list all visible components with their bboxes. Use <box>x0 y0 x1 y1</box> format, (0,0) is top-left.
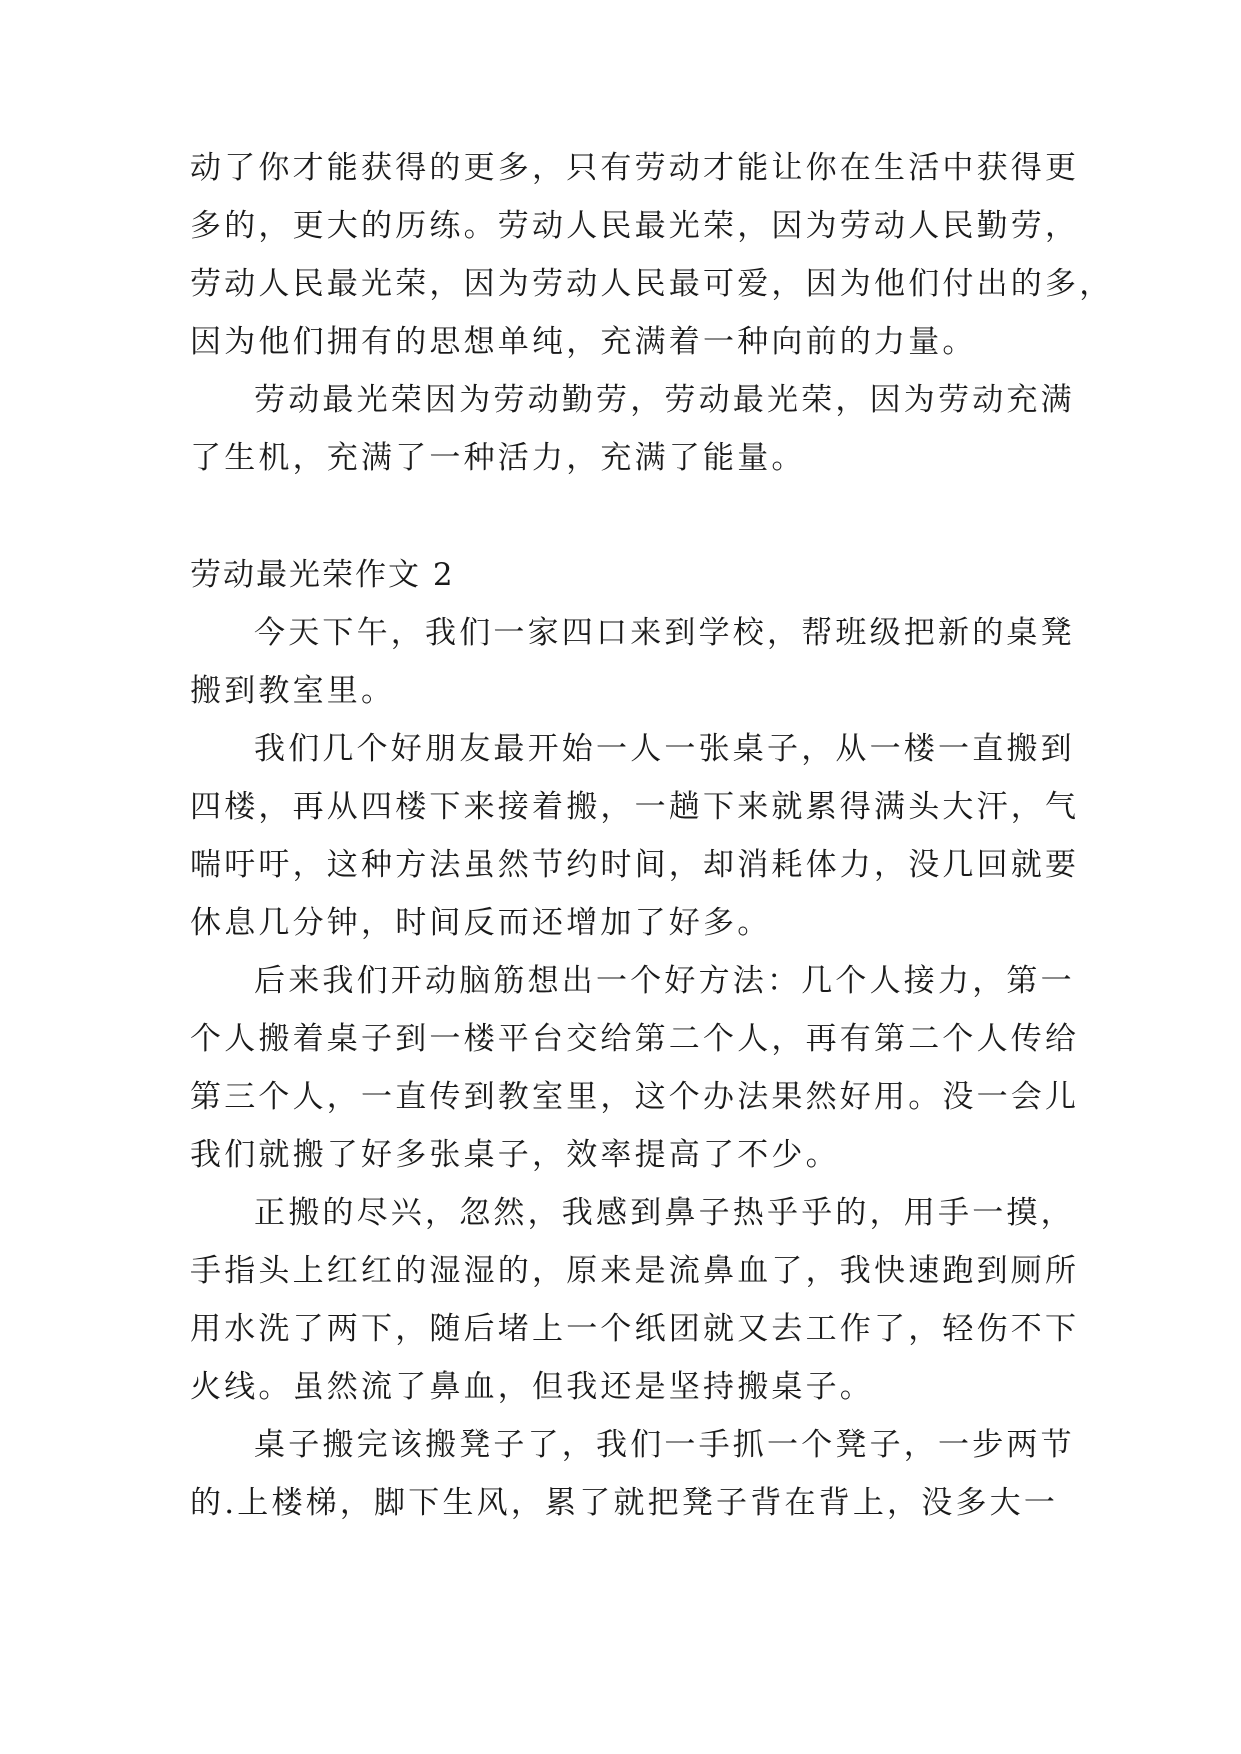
text-line: 火线。虽然流了鼻血，但我还是坚持搬桌子。 <box>190 1369 874 1405</box>
text-line: 我们几个好朋友最开始一人一张桌子，从一楼一直搬到 <box>254 731 1075 767</box>
text-line: 后来我们开动脑筋想出一个好方法：几个人接力，第一 <box>254 963 1075 999</box>
section-heading: 劳动最光荣作文 2 <box>190 557 455 593</box>
text-line: 手指头上红红的湿湿的，原来是流鼻血了，我快速跑到厕所 <box>190 1253 1080 1289</box>
text-line: 的.上楼梯，脚下生风，累了就把凳子背在背上，没多大一 <box>190 1485 1059 1521</box>
text-line: 动了你才能获得的更多，只有劳动才能让你在生活中获得更 <box>190 150 1080 186</box>
text-line: 四楼，再从四楼下来接着搬，一趟下来就累得满头大汗，气 <box>190 789 1080 825</box>
text-line: 喘吁吁，这种方法虽然节约时间，却消耗体力，没几回就要 <box>190 847 1080 883</box>
text-line: 了生机，充满了一种活力，充满了能量。 <box>190 440 806 476</box>
text-line: 今天下午，我们一家四口来到学校，帮班级把新的桌凳 <box>254 615 1075 651</box>
text-line: 劳动人民最光荣，因为劳动人民最可爱，因为他们付出的多， <box>190 266 1114 302</box>
text-line: 用水洗了两下，随后堵上一个纸团就又去工作了，轻伤不下 <box>190 1311 1080 1347</box>
text-line: 正搬的尽兴，忽然，我感到鼻子热乎乎的，用手一摸， <box>254 1195 1075 1231</box>
text-line: 个人搬着桌子到一楼平台交给第二个人，再有第二个人传给 <box>190 1021 1080 1057</box>
text-line: 桌子搬完该搬凳子了，我们一手抓一个凳子，一步两节 <box>254 1427 1075 1463</box>
text-line: 因为他们拥有的思想单纯，充满着一种向前的力量。 <box>190 324 977 360</box>
text-line: 我们就搬了好多张桌子，效率提高了不少。 <box>190 1137 840 1173</box>
text-line: 多的，更大的历练。劳动人民最光荣，因为劳动人民勤劳， <box>190 208 1080 244</box>
text-line: 休息几分钟，时间反而还增加了好多。 <box>190 905 772 941</box>
text-line: 搬到教室里。 <box>190 673 396 709</box>
text-line: 第三个人，一直传到教室里，这个办法果然好用。没一会儿 <box>190 1079 1080 1115</box>
text-line: 劳动最光荣因为劳动勤劳，劳动最光荣，因为劳动充满 <box>254 382 1075 418</box>
